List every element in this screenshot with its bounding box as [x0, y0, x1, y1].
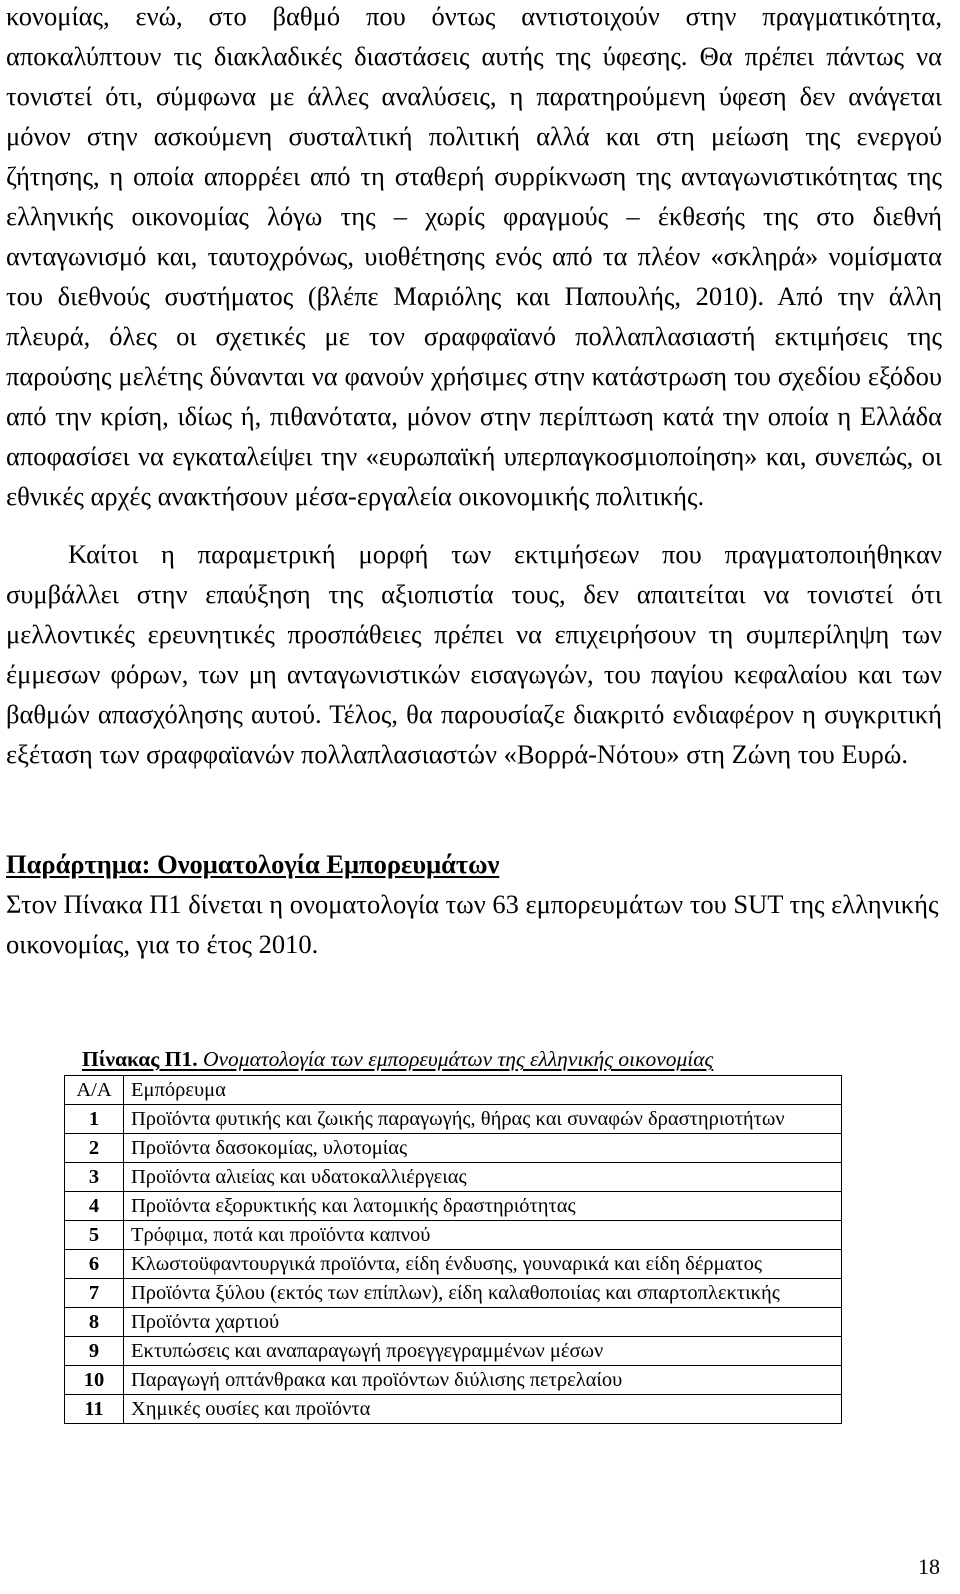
row-name: Προϊόντα εξορυκτικής και λατομικής δραστηριότητας — [124, 1192, 842, 1221]
body-paragraph-2: Καίτοι η παραμετρική μορφή των εκτιμήσεων που πραγματοποιήθηκαν συμβάλλει στην επαύξηση της αξιοπιστία τους, δεν απαιτείται να τονιστεί ότι μελλοντικές ερευνητικές προσπάθειες πρέπει να επιχειρήσουν τη συμπερίληψη των έμμεσων φόρων, των μη ανταγωνιστικών εισαγωγών, του παγίου κεφαλαίου και των βαθμών απασχόλησης αυτού. Τέλος, θα παρουσίαζε διακριτό ενδιαφέρον η συγκριτική εξέταση των σραφφαϊανών πολλαπλασιαστών «Βορρά-Νότου» στη Ζώνη του Ευρώ. — [6, 539, 942, 769]
row-code: 5 — [65, 1221, 124, 1250]
row-name: Προϊόντα χαρτιού — [124, 1308, 842, 1337]
header-name: Εμπόρευμα — [124, 1076, 842, 1105]
table-row — [65, 1192, 842, 1221]
table-row — [65, 1366, 842, 1395]
table-row — [65, 1105, 842, 1134]
body-paragraph-1: κονομίας, ενώ, στο βαθμό που όντως αντιστοιχούν στην πραγματικότητα, αποκαλύπτουν τις διακλαδικές διαστάσεις αυτής της ύφεσης. Θα πρέπει πάντως να τονιστεί ότι, σύμφωνα με άλλες αναλύσεις, η παρατηρούμενη ύφεση δεν ανάγεται μόνον στην ασκούμενη συσταλτική πολιτική αλλά και στη μείωση της ενεργού ζήτησης, η οποία απορρέει από τη σταθερή συρρίκνωση της ανταγωνιστικότητας της ελληνικής οικονομίας λόγω της – χωρίς φραγμούς – έκθεσής της στο διεθνή ανταγωνισμό και, ταυτοχρόνως, υιοθέτησης ενός από τα πλέον «σκληρά» νομίσματα του διεθνούς συστήματος (βλέπε Μαριόλης και Παπουλής, 2010). Από την άλλη πλευρά, όλες οι σχετικές με τον σραφφαϊανό πολλαπλασιαστή εκτιμήσεις της παρούσης μελέτης δύνανται να φανούν χρήσιμες στην κατάστρωση του σχεδίου εξόδου από την κρίση, ιδίως ή, πιθανότατα, μόνον στην περίπτωση κατά την οποία η Ελλάδα αποφασίσει να εγκαταλείψει την «ευρωπαϊκή υπερπαγκοσμιοποίηση» και, συνεπώς, οι εθνικές αρχές ανακτήσουν μέσα-εργαλεία οικονομικής πολιτικής. — [6, 1, 942, 511]
table-caption — [82, 1046, 713, 1072]
table-row — [65, 1163, 842, 1192]
table-caption-title: Ονοματολογία των εμπορευμάτων της ελληνικής οικονομίας — [202, 1047, 714, 1071]
table-row — [65, 1337, 842, 1366]
commodities-table — [64, 1075, 842, 1424]
table-caption-label: Πίνακας Π1. — [82, 1047, 198, 1071]
row-name: Παραγωγή οπτάνθρακα και προϊόντων διύλισης πετρελαίου — [124, 1366, 842, 1395]
row-code: 9 — [65, 1337, 124, 1366]
appendix-title: Παράρτημα: Ονοματολογία Εμπορευμάτων — [6, 849, 500, 879]
table-row — [65, 1395, 842, 1424]
row-code: 10 — [65, 1366, 124, 1395]
row-name: Τρόφιμα, ποτά και προϊόντα καπνού — [124, 1221, 842, 1250]
row-code: 2 — [65, 1134, 124, 1163]
page-number: 18 — [918, 1554, 940, 1579]
header-code: Α/Α — [65, 1076, 124, 1105]
row-name: Εκτυπώσεις και αναπαραγωγή προεγγεγραμμένων μέσων — [124, 1337, 842, 1366]
row-name: Προϊόντα δασοκομίας, υλοτομίας — [124, 1134, 842, 1163]
table-row — [65, 1279, 842, 1308]
row-name: Προϊόντα φυτικής και ζωικής παραγωγής, θήρας και συναφών δραστηριοτήτων — [124, 1105, 842, 1134]
table-header-row — [65, 1076, 842, 1105]
table-row — [65, 1308, 842, 1337]
row-code: 4 — [65, 1192, 124, 1221]
table-row — [65, 1250, 842, 1279]
row-name: Κλωστοϋφαντουργικά προϊόντα, είδη ένδυσης, γουναρικά και είδη δέρματος — [124, 1250, 842, 1279]
table-row — [65, 1221, 842, 1250]
row-name: Προϊόντα αλιείας και υδατοκαλλιέργειας — [124, 1163, 842, 1192]
row-code: 1 — [65, 1105, 124, 1134]
row-code: 8 — [65, 1308, 124, 1337]
row-name: Χημικές ουσίες και προϊόντα — [124, 1395, 842, 1424]
table-row — [65, 1134, 842, 1163]
row-code: 3 — [65, 1163, 124, 1192]
appendix-text: Στον Πίνακα Π1 δίνεται η ονοματολογία των 63 εμπορευμάτων του SUT της ελληνικής οικονομίας, για το έτος 2010. — [6, 889, 939, 959]
row-code: 7 — [65, 1279, 124, 1308]
row-code: 11 — [65, 1395, 124, 1424]
row-code: 6 — [65, 1250, 124, 1279]
row-name: Προϊόντα ξύλου (εκτός των επίπλων), είδη καλαθοποιίας και σπαρτοπλεκτικής — [124, 1279, 842, 1308]
